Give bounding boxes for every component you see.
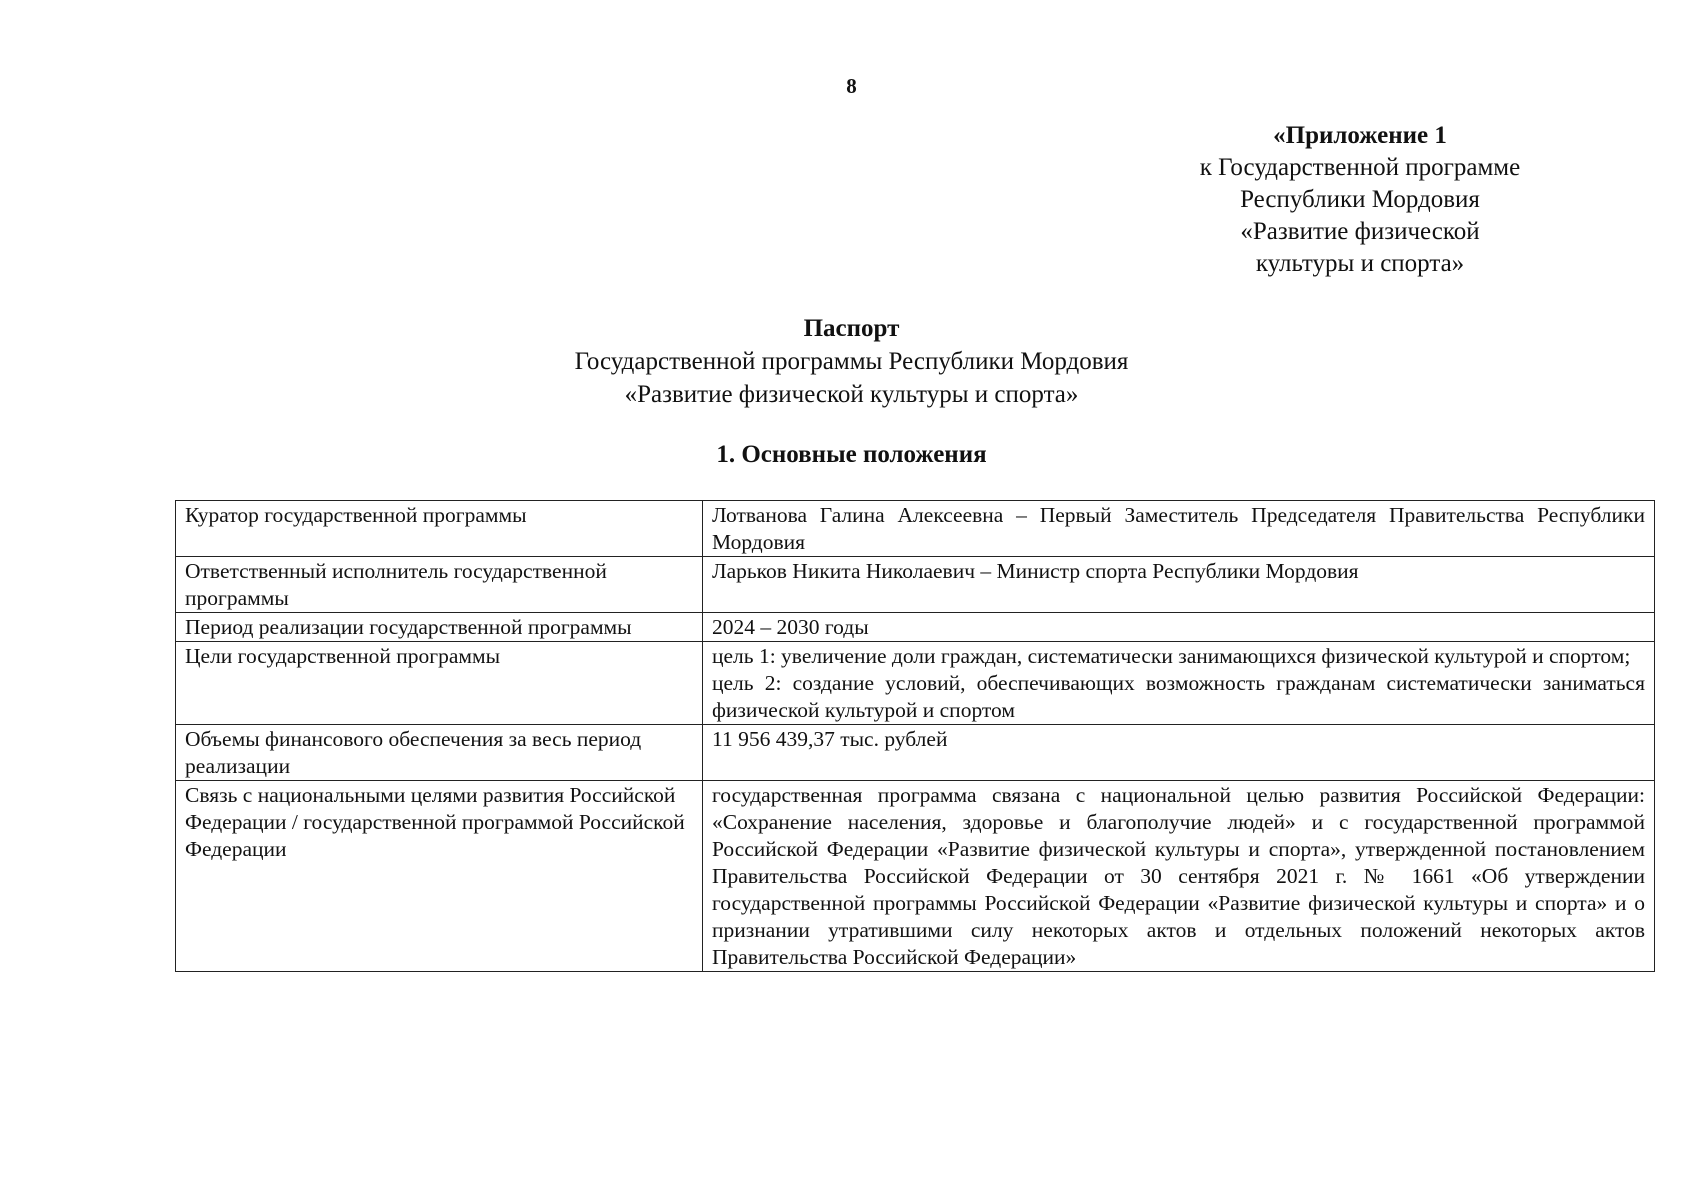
row-label: Цели государственной программы xyxy=(176,642,703,725)
passport-subtitle: Государственной программы Республики Мордовия xyxy=(574,348,1129,375)
row-value: Лотванова Галина Алексеевна – Первый Заместитель Председателя Правительства Республики Мордовия xyxy=(703,501,1655,557)
passport-table xyxy=(175,500,1655,972)
appendix-line: к Государственной программе xyxy=(1199,154,1521,181)
table-row xyxy=(176,501,1655,557)
row-label: Связь с национальными целями развития Российской Федерации / государственной программой Российской Федерации xyxy=(176,781,703,972)
row-label: Ответственный исполнитель государственной программы xyxy=(176,557,703,613)
row-value: 11 956 439,37 тыс. рублей xyxy=(703,725,1655,781)
appendix-block xyxy=(1140,120,1580,280)
table-row xyxy=(176,642,1655,725)
row-value: государственная программа связана с национальной целью развития Российской Федерации: «Сохранение населения, здоровье и благополучие людей» и с государственной программой Российской Федерации «Развитие физической культуры и спорта», утвержденной постановлением Правительства Российской Федерации от 30 сентября 2021 г. № 1661 «Об утверждении государственной программы Российской Федерации «Развитие физической культуры и спорта» и о признании утратившими силу некоторых актов и отдельных положений некоторых актов Правительства Российской Федерации» xyxy=(703,781,1655,972)
table-row xyxy=(176,725,1655,781)
table-row xyxy=(176,557,1655,613)
table-row xyxy=(176,781,1655,972)
row-value: 2024 – 2030 годы xyxy=(703,613,1655,642)
appendix-title: «Приложение 1 xyxy=(1273,122,1447,149)
table-row xyxy=(176,613,1655,642)
passport-header xyxy=(0,312,1703,411)
appendix-line: культуры и спорта» xyxy=(1255,250,1465,277)
passport-title: Паспорт xyxy=(803,315,900,342)
row-value xyxy=(703,642,1655,725)
goal-2-text: цель 2: создание условий, обеспечивающих возможность гражданам систематически заниматься физической культурой и спортом xyxy=(712,671,1645,722)
row-label: Период реализации государственной программы xyxy=(176,613,703,642)
row-label: Объемы финансового обеспечения за весь период реализации xyxy=(176,725,703,781)
appendix-line: Республики Мордовия xyxy=(1240,186,1480,213)
row-label: Куратор государственной программы xyxy=(176,501,703,557)
passport-subtitle: «Развитие физической культуры и спорта» xyxy=(624,381,1079,408)
page-number: 8 xyxy=(846,74,857,98)
row-value: Ларьков Никита Николаевич – Министр спорта Республики Мордовия xyxy=(703,557,1655,613)
appendix-line: «Развитие физической xyxy=(1240,218,1480,245)
goal-1-text: цель 1: увеличение доли граждан, систематически занимающихся физической культурой и спортом; xyxy=(712,644,1631,668)
section-heading: 1. Основные положения xyxy=(716,441,987,468)
